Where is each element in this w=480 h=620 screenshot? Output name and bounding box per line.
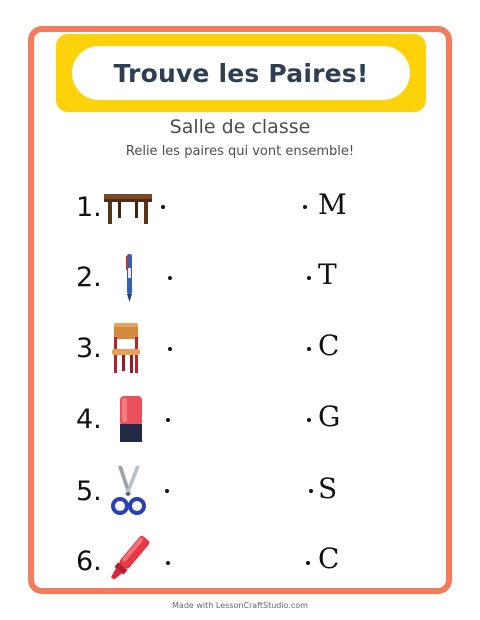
match-letter: T: [318, 258, 337, 291]
highlighter-icon: [100, 532, 156, 590]
worksheet-subtitle: Salle de classe: [169, 116, 311, 138]
left-connector-dot[interactable]: [166, 561, 170, 565]
match-letter: C: [318, 542, 340, 575]
right-connector-dot[interactable]: [307, 418, 311, 422]
eraser-icon: [100, 390, 156, 448]
item-number: 3.: [76, 333, 102, 364]
table-icon: [100, 178, 156, 236]
scissors-icon: [100, 462, 156, 520]
left-connector-dot[interactable]: [168, 347, 172, 351]
match-letter: S: [318, 472, 338, 505]
left-connector-dot[interactable]: [161, 205, 165, 209]
match-row-2: [0, 248, 480, 308]
item-number: 4.: [76, 404, 102, 435]
page-title: Trouve les Paires!: [113, 58, 369, 88]
item-number: 6.: [76, 546, 102, 577]
match-row-3: [0, 319, 480, 379]
right-connector-dot[interactable]: [306, 561, 310, 565]
match-letter: G: [318, 400, 341, 433]
left-connector-dot[interactable]: [168, 276, 172, 280]
instructions: Relie les paires qui vont ensemble!: [125, 144, 355, 159]
match-row-4: [0, 390, 480, 450]
pen-icon: [100, 248, 156, 306]
item-number: 5.: [76, 476, 102, 507]
item-number: 2.: [76, 262, 102, 293]
item-number: 1.: [76, 192, 102, 223]
title-pill: [72, 46, 410, 100]
right-connector-dot[interactable]: [309, 489, 313, 493]
footer-credit: Made with LessonCraftStudio.com: [172, 601, 308, 610]
match-letter: C: [318, 329, 340, 362]
right-connector-dot[interactable]: [307, 347, 311, 351]
match-row-5: [0, 462, 480, 522]
left-connector-dot[interactable]: [165, 489, 169, 493]
right-connector-dot[interactable]: [303, 205, 307, 209]
match-row-6: [0, 532, 480, 592]
match-letter: M: [318, 188, 347, 221]
left-connector-dot[interactable]: [166, 418, 170, 422]
chair-icon: [100, 319, 156, 377]
match-row-1: [0, 178, 480, 238]
right-connector-dot[interactable]: [307, 276, 311, 280]
